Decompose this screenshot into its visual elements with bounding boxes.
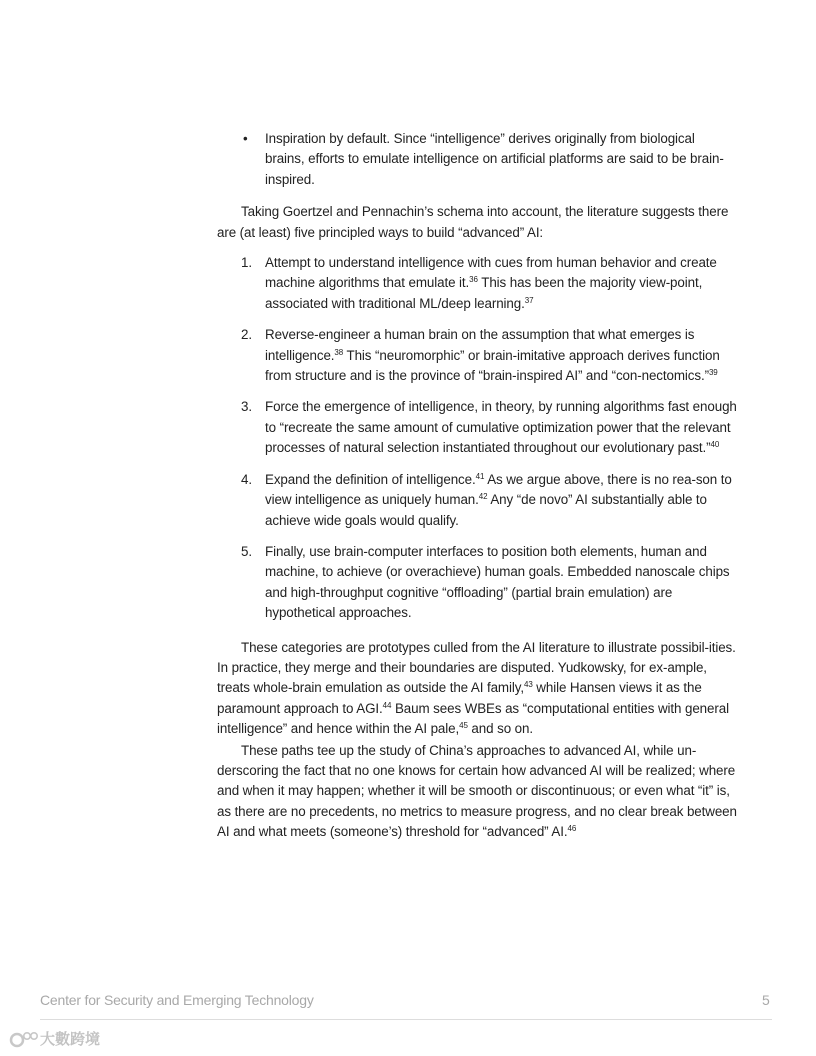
footnote-ref[interactable]: 41 [475,471,485,481]
body-paragraph-paths: These paths tee up the study of China’s approaches to advanced AI, while un-derscoring the fact that no one knows for certain how advanced AI will be realized; where and when it may happen; whether it will be smooth or discontinuous; or even what “it” is, as there are no precedents, no metrics to measure progress, and no clear break between AI and what meets (someone’s) threshold for “advanced” AI.$^{46}$ [217,742,737,840]
footer-divider [40,1019,772,1020]
list-number: 4. [241,471,252,487]
bullet-item [217,129,737,190]
list-number: 1. [241,255,252,271]
list-number: 2. [241,327,252,343]
footnote-ref[interactable]: 42 [478,492,488,502]
footer-org-name: Center for Security and Emerging Technology [40,992,314,1008]
list-number: 5. [241,543,252,559]
list-item: 2. Reverse-engineer a human brain on the assumption that what emerges is intelligence.$^{38}$ This “neuromorphic” or brain-imitative approach derives function from structure and is the province of “brain-inspired AI” and “con-nectomics.”$^{39}$ [241,327,720,384]
page-number: 5 [762,992,770,1008]
footnote-ref[interactable]: 40 [710,440,720,450]
list-item: 4. Expand the definition of intelligence.$^{41}$ As we argue above, there is no rea-son to view intelligence as uniquely human.$^{42}$ Any “de novo” AI substantially able to achieve wide goals would qualify. [241,471,732,528]
body-paragraph-categories: These categories are prototypes culled from the AI literature to illustrate possibil-ities. In practice, they merge and their boundaries are disputed. Yudkowsky, for ex-ample, treats whole-brain emulation as outside the AI family,$^{43}$ while Hansen views it as the paramount approach to AGI.$^{44}$ Baum sees WBEs as “computational entities with general intelligence” and hence within the AI pale,$^{45}$ and so on. [217,639,736,737]
footnote-ref[interactable]: 39 [708,368,718,378]
watermark [8,1028,100,1049]
footnote-ref[interactable]: 46 [567,824,577,834]
footnote-ref[interactable]: 36 [469,275,478,285]
intro-paragraph: Taking Goertzel and Pennachin’s schema into account, the literature suggests there are (at least) five principled ways to build “advanced” AI: [217,204,729,240]
list-item: 5. Finally, use brain-computer interfaces to position both elements, human and machine, to achieve (or overachieve) human goals. Embedded nanoscale chips and high-throughput cognitive “offloading” (partial brain emulation) are hypothetical approaches. [241,543,730,621]
watermark-text: 大數跨境 [40,1031,101,1048]
bullet-text: Inspiration by default. Since “intelligence” derives originally from biological brains, efforts to emulate intelligence on artificial platforms are said to be brain-inspired. [265,131,724,187]
footnote-ref[interactable]: 37 [524,295,534,305]
footnote-ref[interactable]: 43 [523,680,533,690]
footnote-ref[interactable]: 45 [459,721,468,731]
footnote-ref[interactable]: 44 [382,700,392,710]
watermark-logo-icon [8,1030,38,1048]
footnote-ref[interactable]: 38 [334,347,344,357]
numbered-list [217,253,737,624]
bullet-mark: • [243,131,248,146]
list-number: 3. [241,399,252,415]
page-content [217,129,737,843]
list-item: 1. Attempt to understand intelligence with cues from human behavior and create machine algorithms that emulate it.$^{36}$ This has been the majority view-point, associated with traditional ML/deep learning.$^{37}$ [241,255,717,311]
list-item: 3. Force the emergence of intelligence, in theory, by running algorithms fast enough to “recreate the same amount of cumulative optimization power that the relevant processes of natural selection instantiated throughout our evolutionary past.”$^{40}$ [241,399,737,456]
